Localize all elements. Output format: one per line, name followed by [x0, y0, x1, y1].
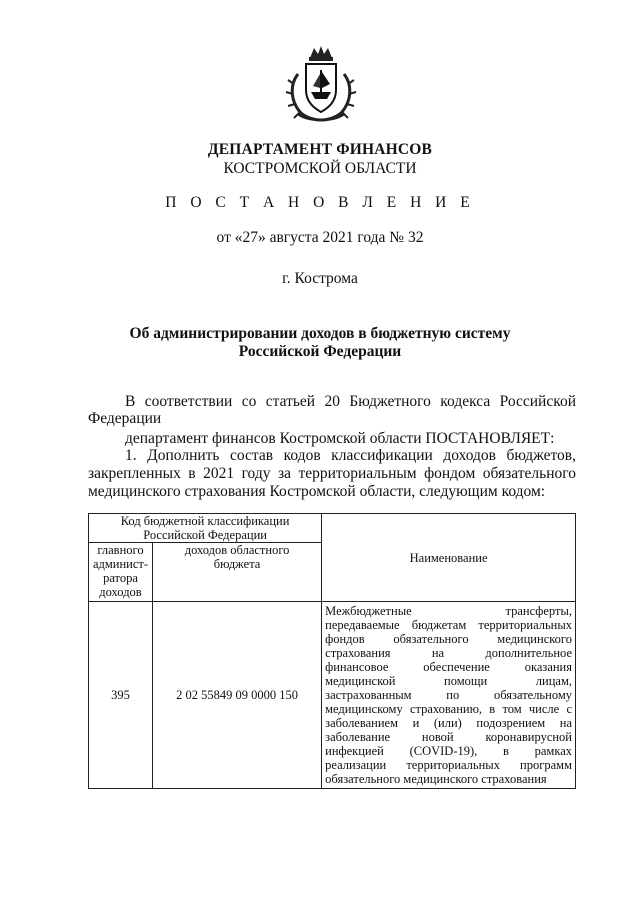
name-line: медицинской помощи лицам,: [325, 674, 572, 688]
name-line: застрахованным по обязательному: [325, 688, 572, 702]
name-line: заболеванием и (или) подозрением на: [325, 716, 572, 730]
document-city: г. Кострома: [282, 270, 358, 287]
name-line: финансовое обеспечение оказания: [325, 660, 572, 674]
name-line: заболевание новой коронавирусной: [325, 730, 572, 744]
name-line: инфекцией (COVID-19), в рамках: [325, 744, 572, 758]
subject-line-2: Российской Федерации: [238, 343, 402, 360]
group-header-cell: [89, 514, 322, 543]
name-line: Межбюджетные трансферты,: [325, 604, 572, 618]
table-row: [89, 602, 576, 789]
admin-header-line: ратора: [103, 571, 138, 585]
admin-code-cell: 395: [89, 602, 153, 789]
paragraph-1-line-1: В соответствии со статьей 20 Бюджетного кодекса Российской: [125, 393, 576, 410]
admin-header-line: главного: [97, 543, 144, 557]
name-line: страхования на дополнительное: [325, 646, 572, 660]
admin-header-line: админист-: [92, 557, 149, 571]
paragraph-1-line-2: Федерации: [88, 410, 162, 427]
coat-of-arms-icon: [284, 44, 358, 124]
name-line: обязательного медицинского страхования: [325, 772, 547, 786]
name-line: медицинскому страхованию, в том числе с: [325, 702, 572, 716]
region-title: КОСТРОМСКОЙ ОБЛАСТИ: [223, 160, 417, 177]
income-name-cell: [322, 602, 576, 789]
paragraph-3-line-2: закрепленных в 2021 году за территориальным фондом обязательного: [88, 465, 576, 482]
department-title: ДЕПАРТАМЕНТ ФИНАНСОВ: [207, 141, 433, 158]
document-type: П О С Т А Н О В Л Е Н И Е: [165, 194, 475, 211]
name-header-label: Наименование: [409, 550, 488, 565]
budget-codes-table: [88, 513, 576, 789]
income-header-line: бюджета: [213, 557, 261, 571]
subject-line-1: Об администрировании доходов в бюджетную систему: [129, 325, 511, 342]
income-code-cell: 2 02 55849 09 0000 150: [152, 602, 321, 789]
paragraph-3-line-3: медицинского страхования Костромской области, следующим кодом:: [88, 483, 546, 500]
paragraph-2: департамент финансов Костромской области ПОСТАНОВЛЯЕТ:: [125, 430, 555, 447]
paragraph-3-line-1: 1. Дополнить состав кодов классификации доходов бюджетов,: [125, 447, 576, 464]
income-header-cell: [152, 543, 321, 602]
name-line: реализации территориальных программ: [325, 758, 572, 772]
table-header-row: [89, 514, 576, 543]
admin-header-cell: [89, 543, 153, 602]
admin-header-line: доходов: [99, 585, 142, 599]
group-header-line-2: Российской Федерации: [143, 528, 267, 542]
document-subject: [0, 325, 640, 361]
group-header-line-1: Код бюджетной классификации: [120, 514, 290, 528]
income-header-line: доходов областного: [184, 543, 290, 557]
name-line: фондов обязательного медицинского: [325, 632, 572, 646]
document-date-number: от «27» августа 2021 года № 32: [216, 229, 424, 246]
name-line: передаваемые бюджетам территориальных: [325, 618, 572, 632]
name-header-cell: [322, 514, 576, 602]
